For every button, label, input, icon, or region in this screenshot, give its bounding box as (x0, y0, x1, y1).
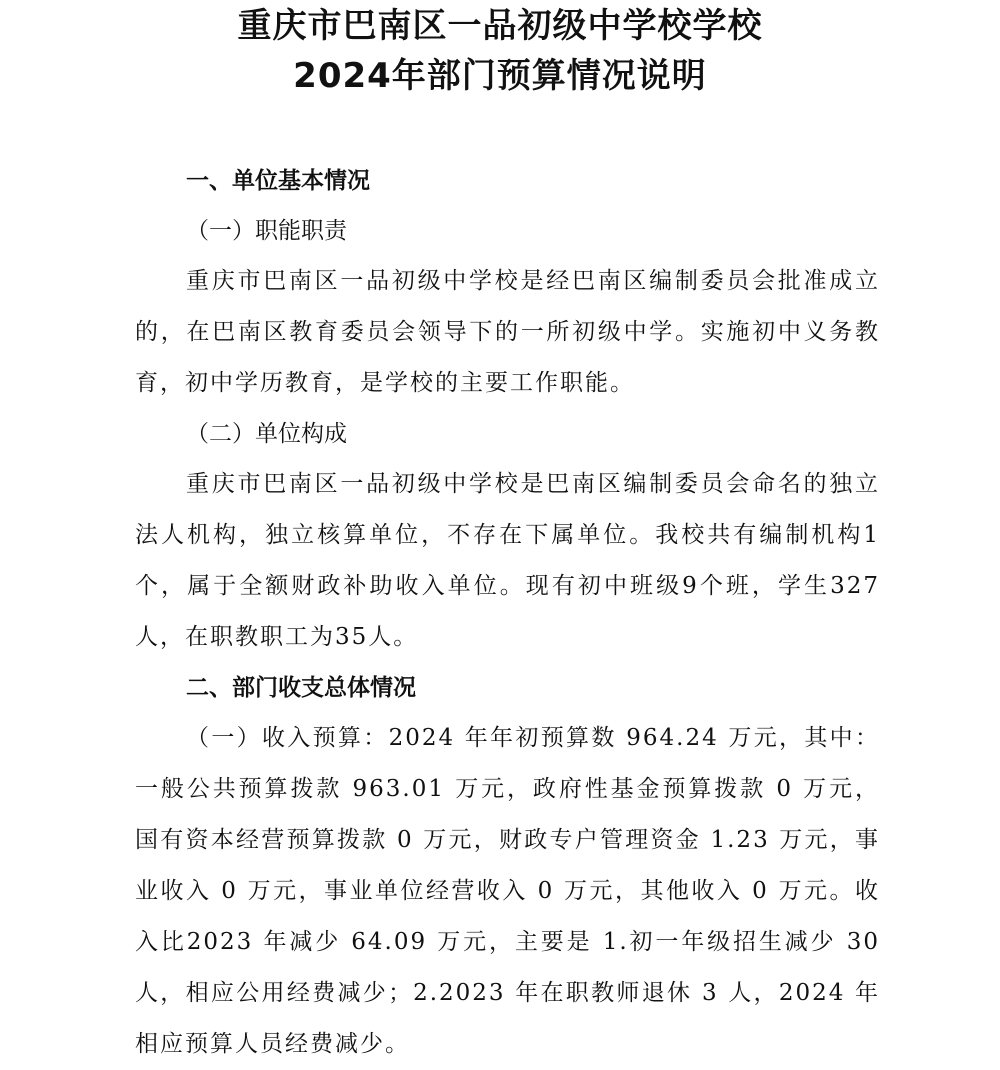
section1-sub1-paragraph: 重庆市巴南区一品初级中学校是经巴南区编制委员会批准成立的，在巴南区教育委员会领导下的一所初级中学。实施初中义务教育，初中学历教育，是学校的主要工作职能。 (135, 268, 880, 396)
section2-heading: 二、部门收支总体情况 (186, 675, 416, 701)
document-body (135, 156, 880, 1070)
section1-sub1-heading: （一）职能职责 (186, 218, 347, 244)
document-title-line1: 重庆市巴南区一品初级中学校学校 (237, 6, 763, 46)
section1-sub2-heading: （二）单位构成 (186, 421, 347, 447)
section2-sub1-paragraph: （一）收入预算：2024 年年初预算数 964.24 万元，其中：一般公共预算拨款 963.01 万元，政府性基金预算拨款 0 万元，国有资本经营预算拨款 0 万元，财政专户管理资金 1.23 万元，事业收入 0 万元，事业单位经营收入 0 万元，其他收入 0 万元。收入比2023 年减少 64.09 万元，主要是 1.初一年级招生减少 30 人，相应公用经费减少；2.2023 年在职教师退休 3 人，2024 年相应预算人员经费减少。 (135, 725, 880, 1057)
section1-sub2-paragraph: 重庆市巴南区一品初级中学校是巴南区编制委员会命名的独立法人机构，独立核算单位，不存在下属单位。我校共有编制机构1个，属于全额财政补助收入单位。现有初中班级9个班，学生327人，在职教职工为35人。 (135, 471, 880, 650)
document-title-line2: 2024年部门预算情况说明 (293, 56, 707, 96)
section1-heading: 一、单位基本情况 (186, 168, 370, 194)
